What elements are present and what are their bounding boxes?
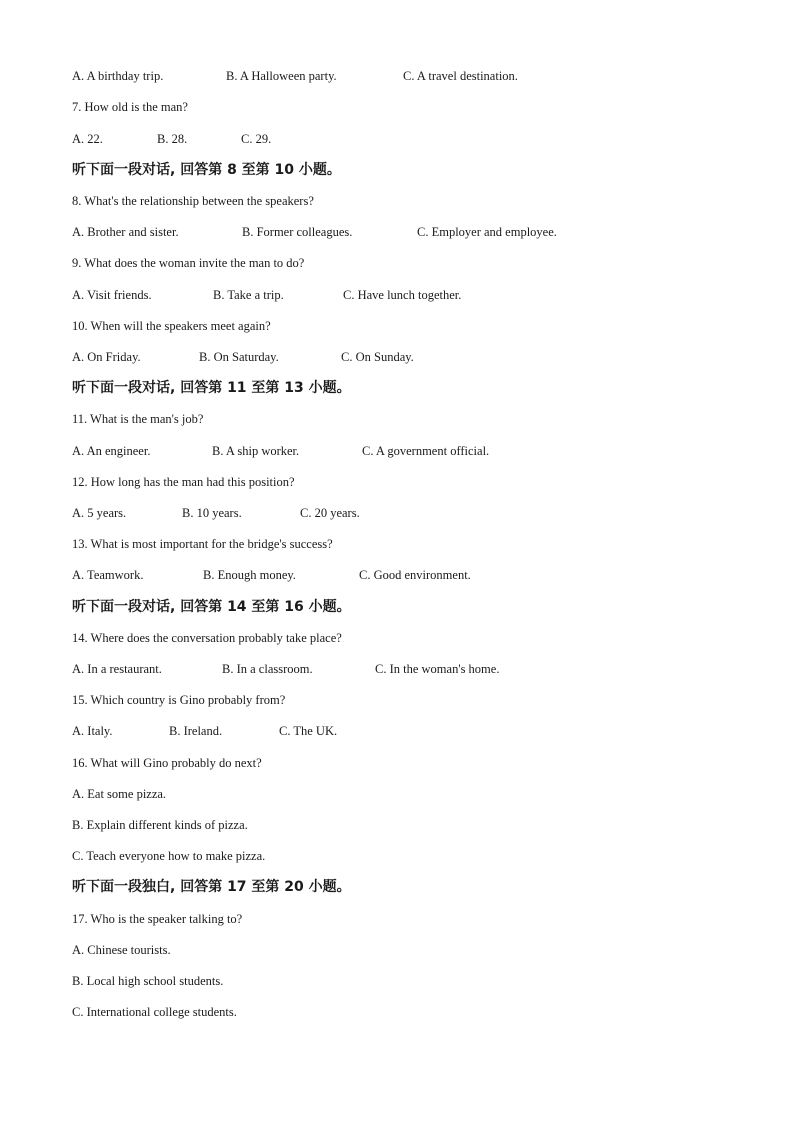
option-c: C. A government official. [362,444,490,458]
question-15: 15. Which country is Gino probably from? [72,693,286,707]
option-c: C. Good environment. [359,568,471,582]
option-a: A. 5 years. [72,506,127,520]
option-b: B. Explain different kinds of pizza. [72,818,248,832]
question-14: 14. Where does the conversation probably take place? [72,631,342,645]
question-17: 17. Who is the speaker talking to? [72,912,243,926]
option-c: C. Have lunch together. [343,288,462,302]
question-16: 16. What will Gino probably do next? [72,756,262,770]
option-a: A. In a restaurant. [72,662,162,676]
option-a: A. On Friday. [72,350,141,364]
option-c: C. International college students. [72,1005,237,1019]
section-heading-11-13: 听下面一段对话, 回答第 11 至第 13 小题。 [72,380,351,396]
option-c: C. Employer and employee. [417,225,557,239]
option-c: C. On Sunday. [341,350,414,364]
section-heading-8-10: 听下面一段对话, 回答第 8 至第 10 小题。 [72,162,341,178]
question-12: 12. How long has the man had this position? [72,475,295,489]
option-c: C. In the woman's home. [375,662,500,676]
option-b: B. A ship worker. [212,444,300,458]
option-b: B. Take a trip. [213,288,284,302]
section-heading-14-16: 听下面一段对话, 回答第 14 至第 16 小题。 [72,599,351,615]
question-8: 8. What's the relationship between the speakers? [72,194,314,208]
option-b: B. Former colleagues. [242,225,353,239]
question-13: 13. What is most important for the bridge's success? [72,537,333,551]
option-a: A. Teamwork. [72,568,144,582]
option-c: C. The UK. [279,724,338,738]
question-10: 10. When will the speakers meet again? [72,319,271,333]
option-c: C. 20 years. [300,506,360,520]
option-a: A. Eat some pizza. [72,787,167,801]
option-a: A. An engineer. [72,444,151,458]
option-a: A. A birthday trip. [72,69,164,83]
option-a: A. Chinese tourists. [72,943,171,957]
option-c: C. 29. [241,132,272,146]
option-b: B. 10 years. [182,506,242,520]
question-7: 7. How old is the man? [72,100,188,114]
option-b: B. A Halloween party. [226,69,337,83]
option-b: B. In a classroom. [222,662,313,676]
option-b: B. 28. [157,132,188,146]
option-b: B. Local high school students. [72,974,224,988]
option-b: B. Ireland. [169,724,223,738]
option-c: C. Teach everyone how to make pizza. [72,849,266,863]
option-b: B. Enough money. [203,568,296,582]
question-11: 11. What is the man's job? [72,412,204,426]
question-9: 9. What does the woman invite the man to do? [72,256,305,270]
option-a: A. Brother and sister. [72,225,179,239]
option-b: B. On Saturday. [199,350,279,364]
option-a: A. Visit friends. [72,288,152,302]
option-a: A. Italy. [72,724,113,738]
option-c: C. A travel destination. [403,69,518,83]
option-a: A. 22. [72,132,103,146]
section-heading-17-20: 听下面一段独白, 回答第 17 至第 20 小题。 [72,879,351,895]
